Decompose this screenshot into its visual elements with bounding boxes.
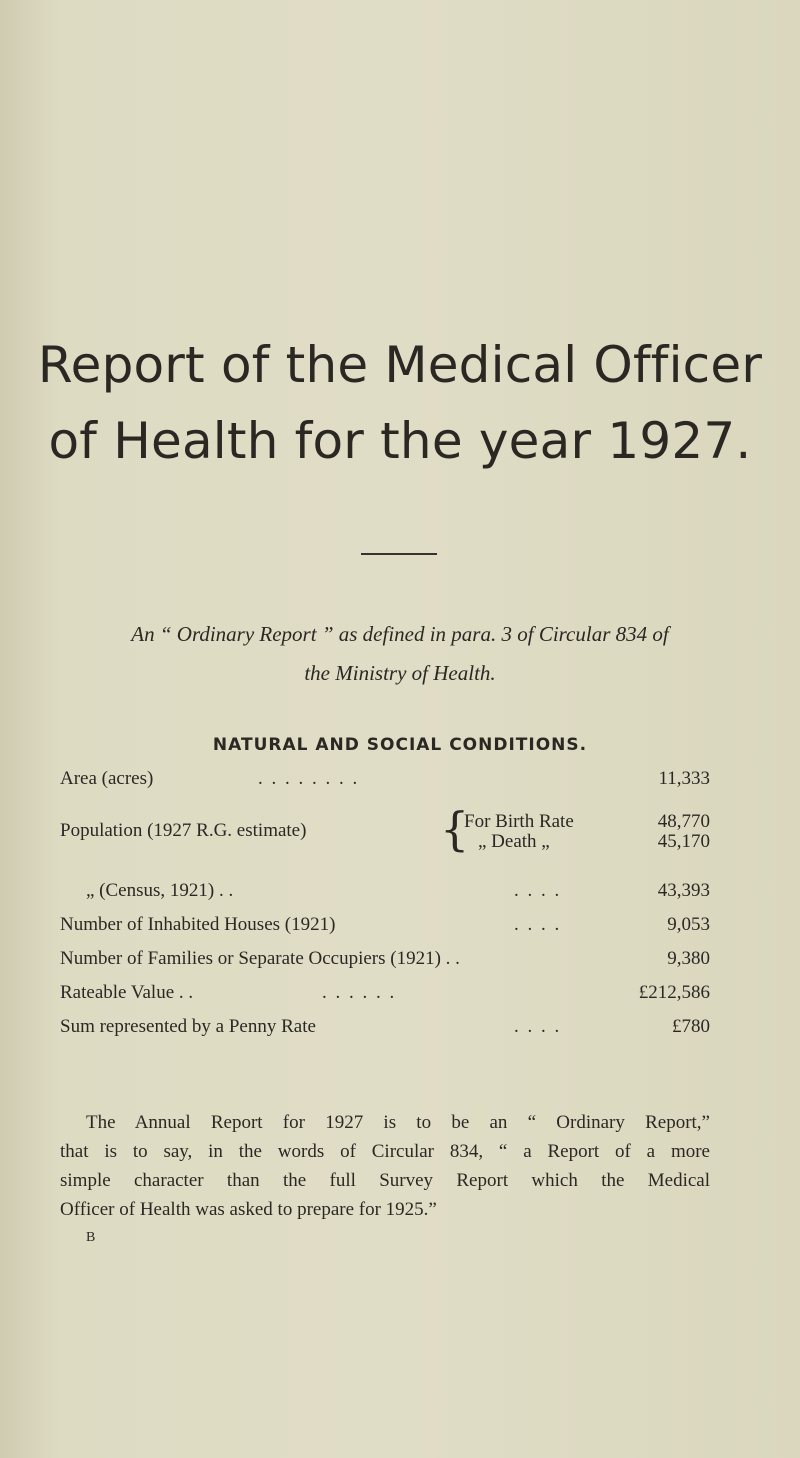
stat-row-area: [60, 768, 710, 796]
stat-value: 43,393: [657, 880, 710, 901]
paragraph-line-3: simple character than the full Survey Report which the Medical: [60, 1170, 710, 1191]
leader-dots: . . . .: [514, 914, 562, 935]
stat-row-population-estimate: [60, 820, 710, 848]
rate-labels: [464, 812, 574, 852]
section-heading: NATURAL AND SOCIAL CONDITIONS.: [212, 735, 588, 755]
stat-value: 9,380: [667, 948, 710, 969]
stat-label: Rateable Value . .: [60, 982, 194, 1003]
rate-values: [658, 812, 710, 852]
leader-dots: . . . . . .: [322, 982, 397, 1003]
stat-label: Number of Families or Separate Occupiers (1921) . .: [60, 948, 460, 969]
subtitle-line-1: An “ Ordinary Report ” as defined in para. 3 of Circular 834 of: [131, 622, 669, 646]
birth-rate-label: For Birth Rate: [464, 811, 574, 832]
stat-value: 9,053: [667, 914, 710, 935]
stat-value: £780: [672, 1016, 710, 1037]
stat-label: Population (1927 R.G. estimate): [60, 820, 307, 841]
paragraph-line-4: Officer of Health was asked to prepare for 1925.”: [60, 1199, 437, 1220]
stat-label: „ (Census, 1921) . .: [86, 880, 234, 901]
leader-dots: . . . .: [514, 880, 562, 901]
stat-value: 11,333: [658, 768, 710, 789]
signature-mark: B: [86, 1230, 96, 1245]
body-paragraph: [60, 1108, 710, 1224]
subtitle-line-2: the Ministry of Health.: [304, 661, 496, 685]
stat-label: Number of Inhabited Houses (1921): [60, 914, 336, 935]
stat-row-families: [60, 948, 710, 976]
paragraph-line-2: that is to say, in the words of Circular 834, “ a Report of a more: [60, 1141, 710, 1162]
stat-row-houses: [60, 914, 710, 942]
paragraph-line-1: The Annual Report for 1927 is to be an “ Ordinary Report,”: [86, 1112, 710, 1133]
leader-dots: . . . .: [514, 1016, 562, 1037]
birth-rate-value: 48,770: [657, 811, 710, 832]
stat-row-penny-rate: [60, 1016, 710, 1044]
brace-glyph: {: [440, 802, 470, 856]
stat-label: Area (acres): [60, 768, 154, 789]
leader-dots: . . . . . . . .: [258, 768, 360, 789]
death-rate-label: „ Death „: [478, 831, 550, 852]
title-divider: [361, 553, 437, 555]
report-title-line-1: Report of the Medical Officer: [37, 336, 763, 394]
stat-label: Sum represented by a Penny Rate: [60, 1016, 316, 1037]
stat-row-population-census: [60, 880, 710, 908]
death-rate-value: 45,170: [657, 831, 710, 852]
report-title-line-2: of Health for the year 1927.: [48, 412, 752, 470]
stat-row-rateable-value: [60, 982, 710, 1010]
stat-value: £212,586: [638, 982, 710, 1003]
